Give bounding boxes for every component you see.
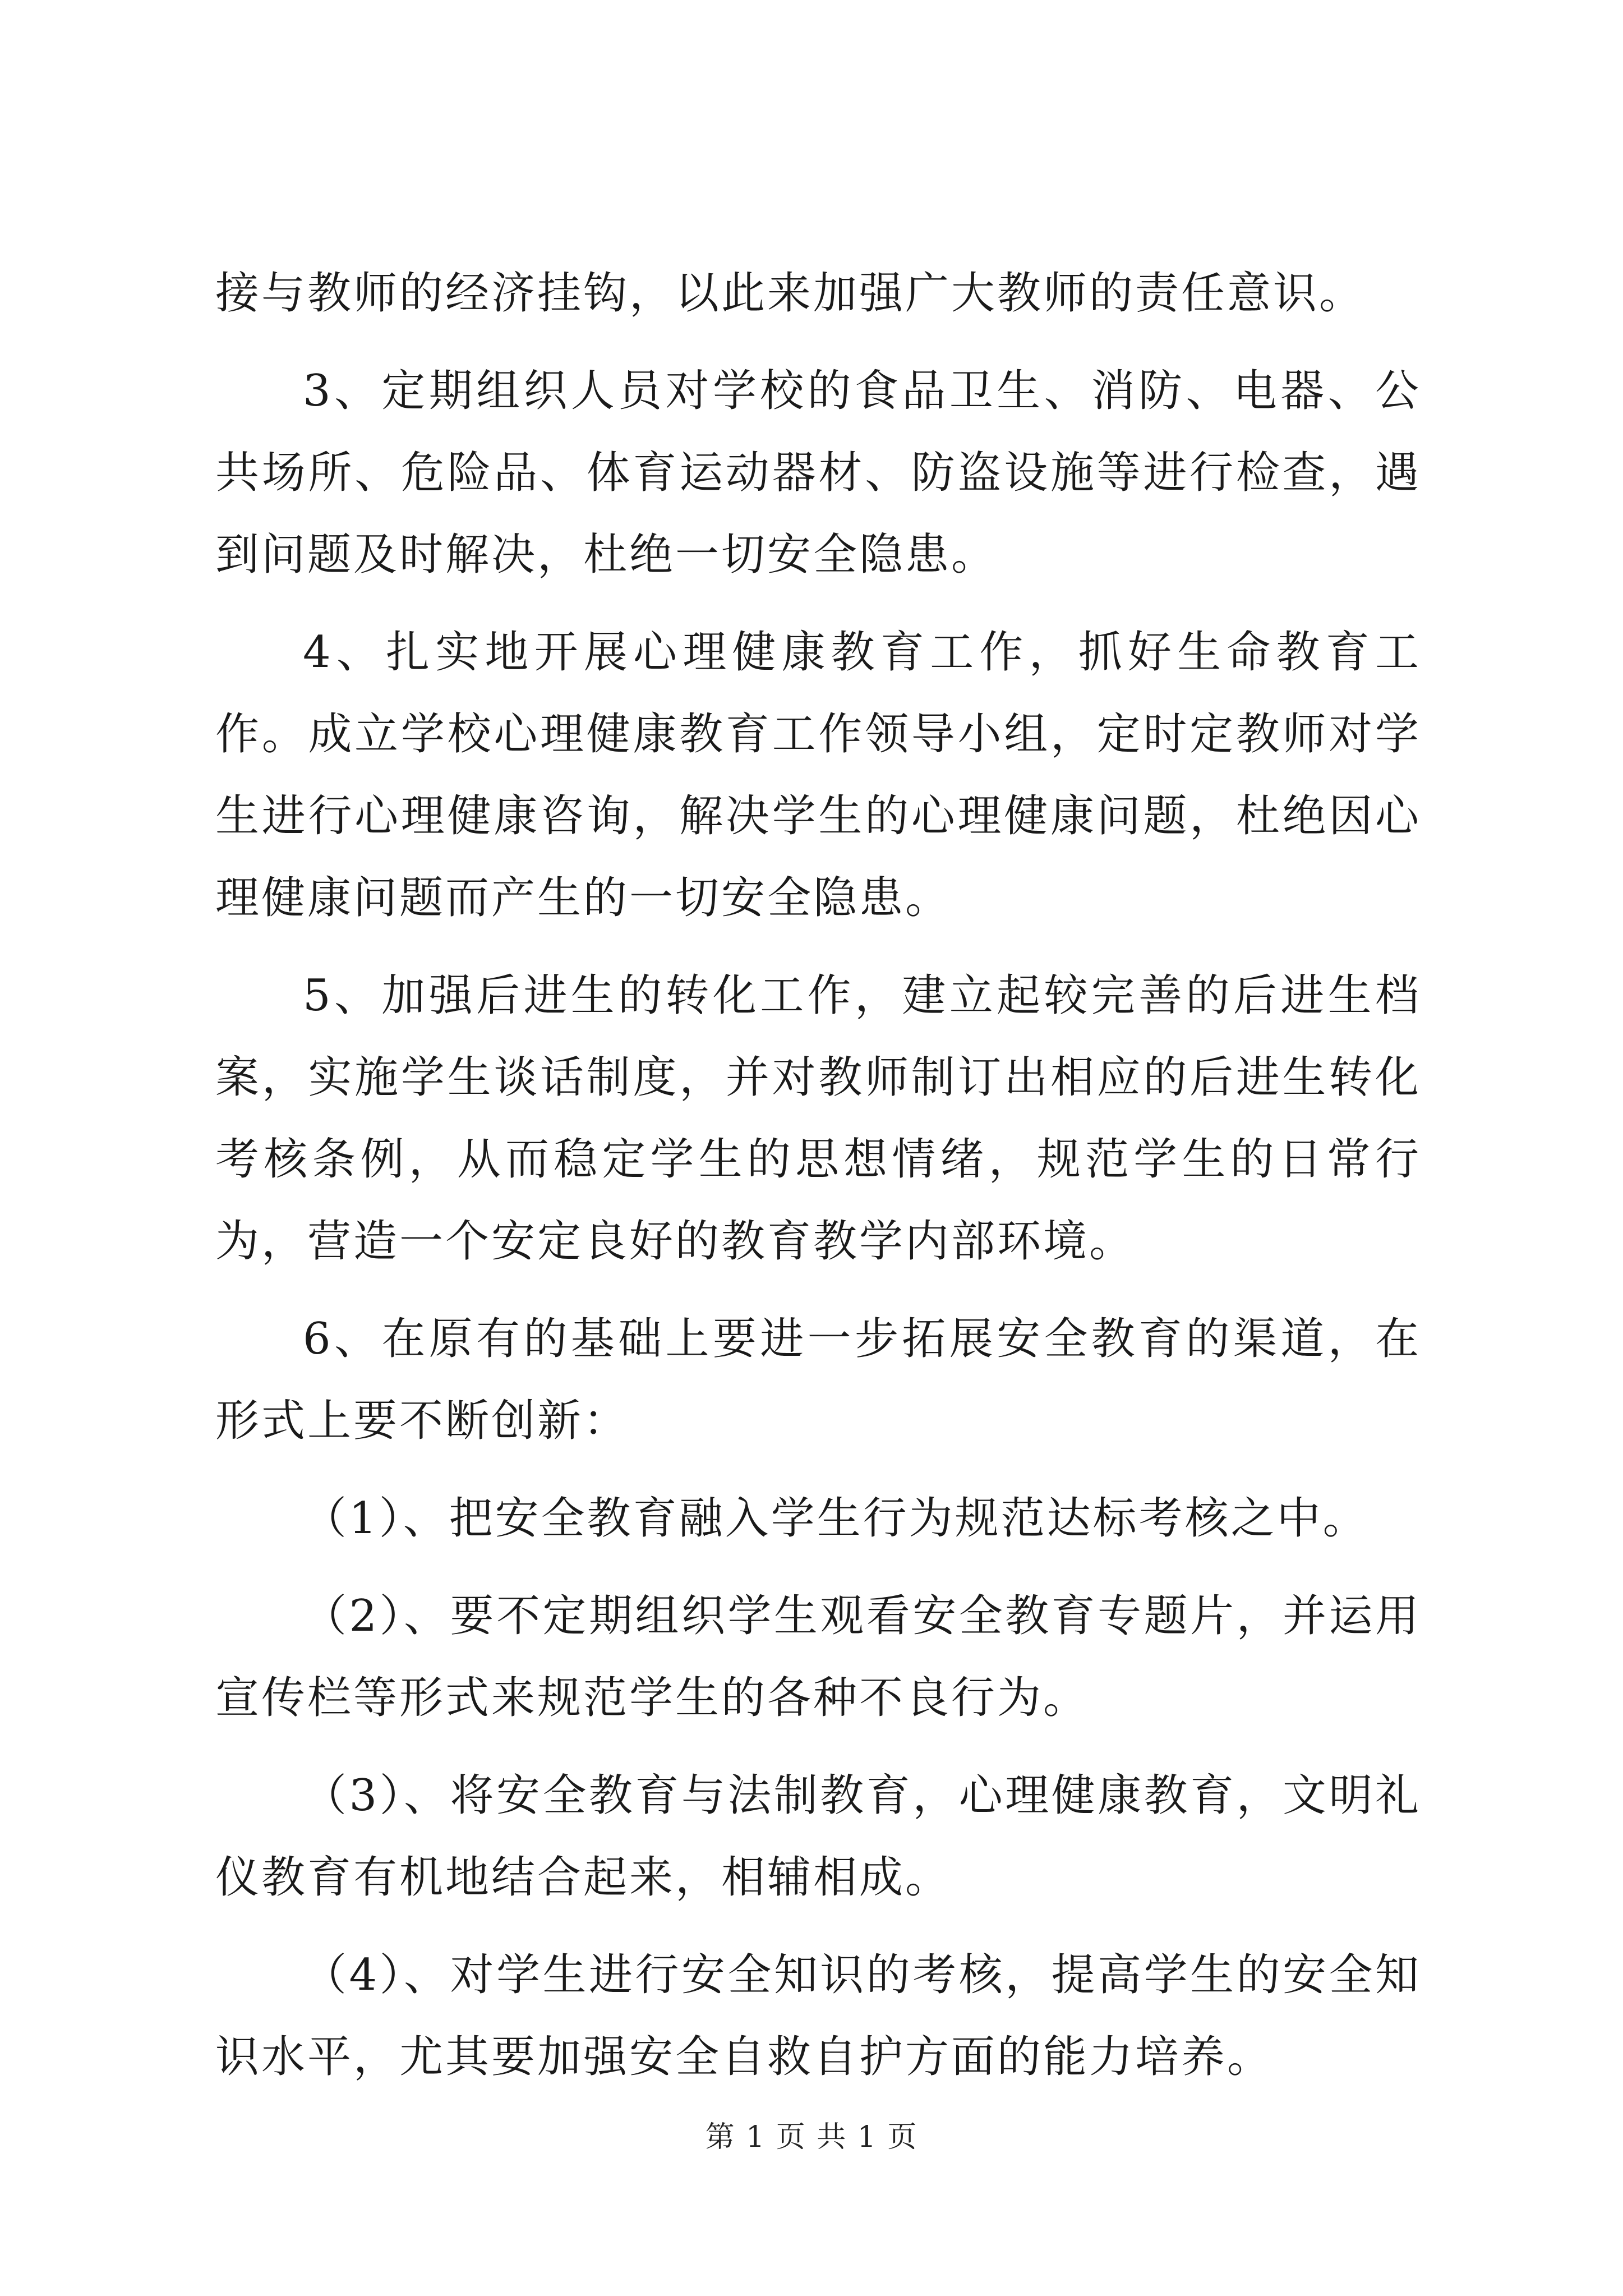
page-footer: 第 1 页 共 1 页 [705,2120,918,2154]
paragraph-item-6: 6、在原有的基础上要进一步拓展安全教育的渠道，在形式上要不断创新： [215,1314,1421,1446]
paragraph-subitem-4: （4）、对学生进行安全知识的考核，提高学生的安全知识水平，尤其要加强安全自救自护方面的能力培养。 [215,1950,1421,2082]
document-body [215,252,1421,2114]
paragraph-subitem-1: （1）、把安全教育融入学生行为规范达标考核之中。 [303,1493,1369,1544]
paragraph-continuation: 接与教师的经济挂钩，以此来加强广大教师的责任意识。 [215,268,1366,319]
paragraph-item-3: 3、定期组织人员对学校的食品卫生、消防、电器、公共场所、危险品、体育运动器材、防盗设施等进行检查，遇到问题及时解决，杜绝一切安全隐患。 [215,366,1421,580]
paragraph-item-4: 4、扎实地开展心理健康教育工作，抓好生命教育工作。成立学校心理健康教育工作领导小组，定时定教师对学生进行心理健康咨询，解决学生的心理健康问题，杜绝因心理健康问题而产生的一切安全隐患。 [215,627,1421,923]
paragraph-subitem-3: （3）、将安全教育与法制教育，心理健康教育，文明礼仪教育有机地结合起来，相辅相成。 [215,1770,1421,1903]
paragraph-item-5: 5、加强后进生的转化工作，建立起较完善的后进生档案，实施学生谈话制度，并对教师制订出相应的后进生转化考核条例，从而稳定学生的思想情绪，规范学生的日常行为，营造一个安定良好的教育教学内部环境。 [215,970,1421,1267]
paragraph-subitem-2: （2）、要不定期组织学生观看安全教育专题片，并运用宣传栏等形式来规范学生的各种不良行为。 [215,1591,1421,1723]
